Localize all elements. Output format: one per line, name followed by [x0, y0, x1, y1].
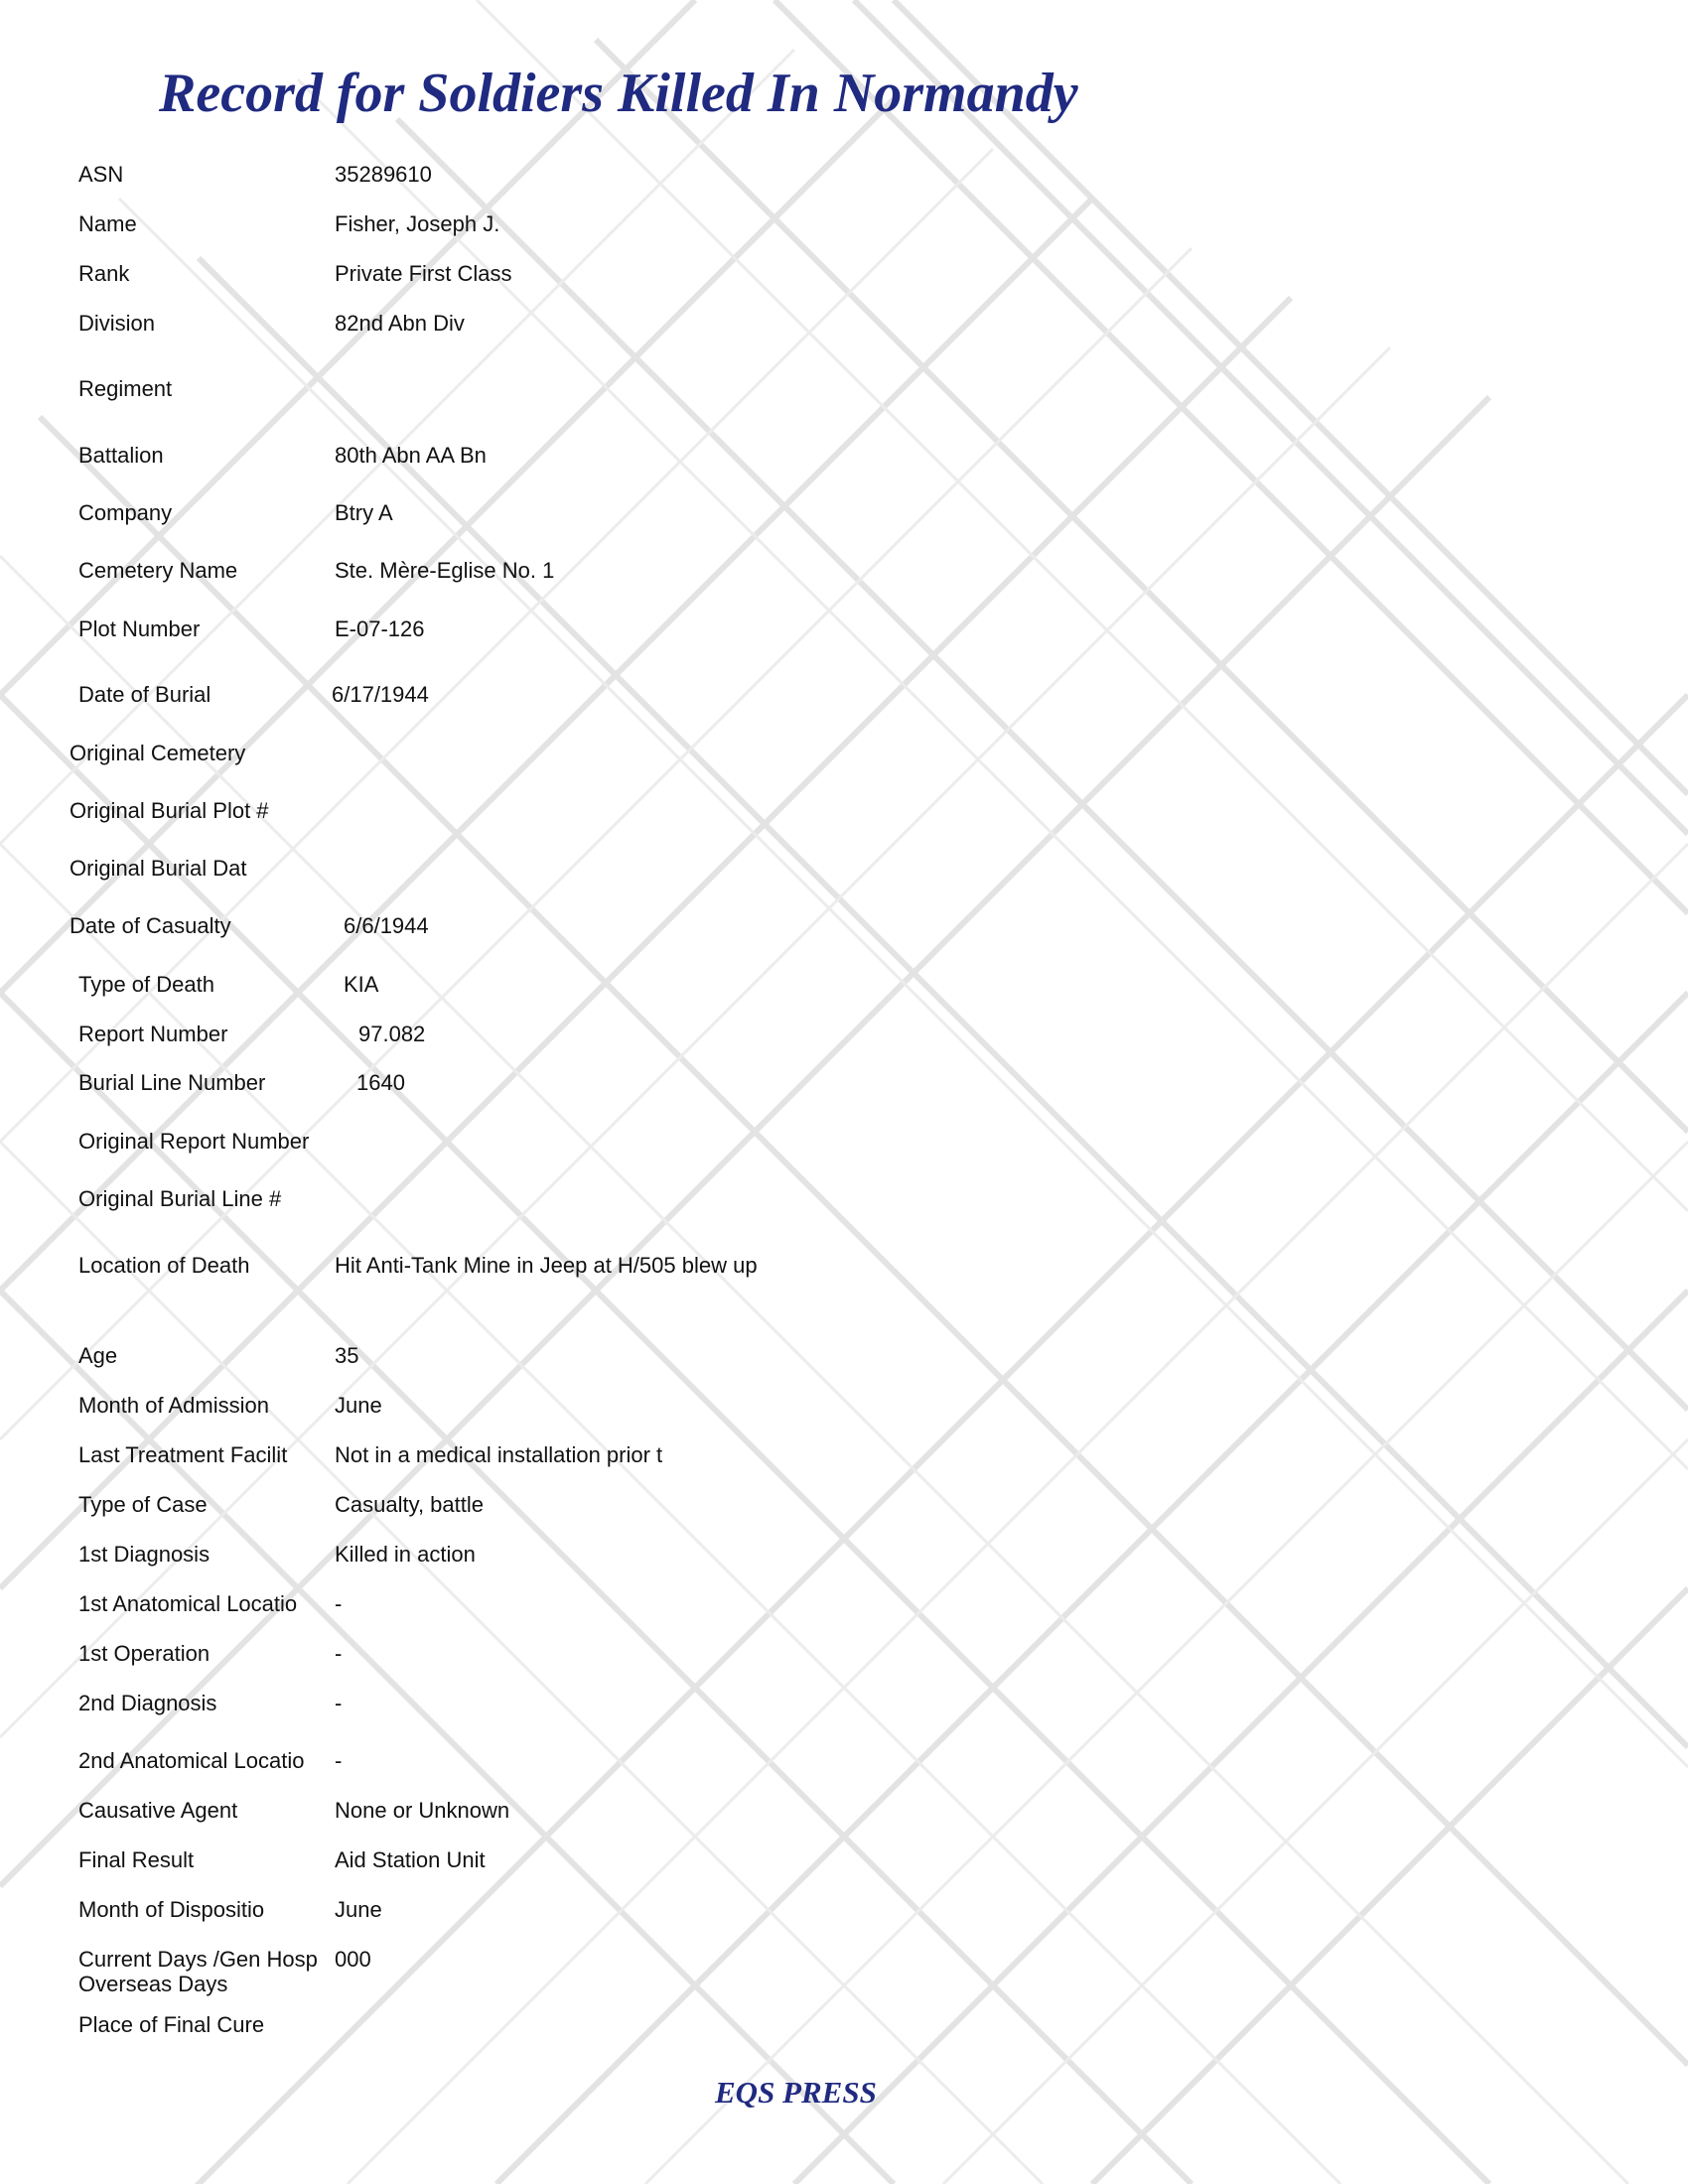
field-label: Type of Death [78, 972, 214, 997]
field-value: Private First Class [335, 261, 512, 286]
field-value: Not in a medical installation prior t [335, 1442, 663, 1467]
field-label: Type of Case [78, 1492, 208, 1517]
field-value: Aid Station Unit [335, 1847, 486, 1872]
field-value: Hit Anti-Tank Mine in Jeep at H/505 blew up [335, 1253, 758, 1278]
field-label: ASN [78, 162, 124, 187]
field-label: Battalion [78, 443, 164, 468]
field-value: 6/17/1944 [332, 682, 429, 707]
field-label: Current Days /Gen Hosp [78, 1947, 318, 1972]
field-value: KIA [344, 972, 379, 997]
field-label: Original Burial Plot # [70, 798, 269, 823]
field-label: Division [78, 311, 156, 336]
field-label: Regiment [78, 376, 173, 401]
field-label: Date of Burial [78, 682, 211, 707]
field-value: 35289610 [335, 162, 432, 187]
field-value: 97.082 [358, 1022, 426, 1046]
field-label: Cemetery Name [78, 558, 238, 583]
field-value: - [335, 1691, 343, 1715]
field-label: Location of Death [78, 1253, 250, 1278]
field-label: 1st Anatomical Locatio [78, 1591, 298, 1616]
field-label: Name [78, 211, 137, 236]
field-label: 1st Diagnosis [78, 1542, 211, 1567]
field-label: Original Report Number [78, 1129, 310, 1154]
field-label: Place of Final Cure [78, 2012, 265, 2037]
field-label: Date of Casualty [70, 913, 231, 938]
field-label: Last Treatment Facilit [78, 1442, 288, 1467]
field-value: Btry A [335, 500, 393, 525]
field-label: 2nd Diagnosis [78, 1691, 217, 1715]
field-label: Overseas Days [78, 1972, 228, 1996]
field-value: 1640 [356, 1070, 405, 1095]
field-value: 000 [335, 1947, 371, 1972]
document-title: Record for Soldiers Killed In Normandy [159, 63, 1078, 124]
field-value: E-07-126 [335, 616, 425, 641]
field-label: Burial Line Number [78, 1070, 266, 1095]
field-label: 1st Operation [78, 1641, 211, 1666]
field-value: Casualty, battle [335, 1492, 485, 1517]
field-label: Causative Agent [78, 1798, 238, 1823]
field-value: - [335, 1641, 343, 1666]
field-value: 80th Abn AA Bn [335, 443, 487, 468]
field-value: None or Unknown [335, 1798, 510, 1823]
field-label: Month of Admission [78, 1393, 269, 1418]
publisher-footer: EQS PRESS [715, 2075, 877, 2110]
field-label: Report Number [78, 1022, 228, 1046]
field-label: Original Burial Line # [78, 1186, 282, 1211]
field-label: Company [78, 500, 173, 525]
field-label: Original Cemetery [70, 741, 246, 765]
field-value: 82nd Abn Div [335, 311, 465, 336]
field-label: Plot Number [78, 616, 201, 641]
field-value: Ste. Mère-Eglise No. 1 [335, 558, 555, 583]
field-value: Killed in action [335, 1542, 476, 1567]
field-value: June [335, 1897, 382, 1922]
field-label: Month of Dispositio [78, 1897, 265, 1922]
field-value: 35 [335, 1343, 359, 1368]
field-label: Age [78, 1343, 118, 1368]
field-label: 2nd Anatomical Locatio [78, 1748, 305, 1773]
field-label: Final Result [78, 1847, 195, 1872]
field-value: 6/6/1944 [344, 913, 429, 938]
field-label: Original Burial Dat [70, 856, 247, 881]
field-value: - [335, 1591, 343, 1616]
field-value: Fisher, Joseph J. [335, 211, 500, 236]
field-label: Rank [78, 261, 130, 286]
field-value: June [335, 1393, 382, 1418]
field-value: - [335, 1748, 343, 1773]
